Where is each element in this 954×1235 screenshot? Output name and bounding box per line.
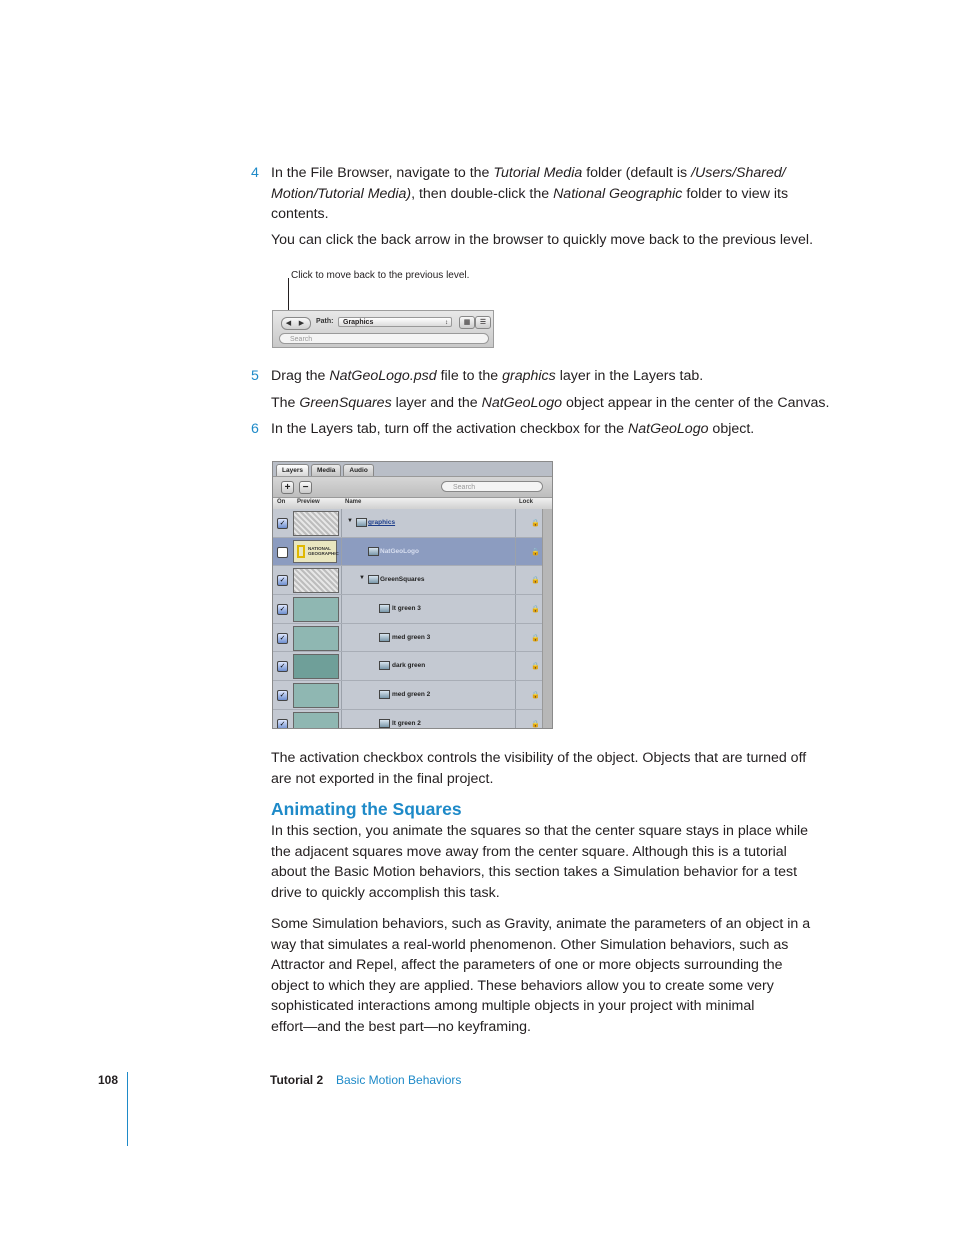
paragraph: [271, 748, 806, 789]
text-run: Motion/Tutorial Media): [271, 185, 412, 202]
text-line: In this section, you animate the squares so that the center square stays in place while: [271, 823, 809, 839]
col-name: Name: [345, 499, 362, 505]
tab-audio[interactable]: Audio: [343, 464, 373, 476]
lock-icon[interactable]: 🔒: [531, 634, 540, 642]
lock-icon[interactable]: 🔒: [531, 663, 540, 671]
text-run: In the File Browser, navigate to the: [271, 165, 494, 181]
image-icon: [379, 719, 390, 728]
column-divider: [341, 595, 342, 623]
activation-checkbox[interactable]: ✓: [277, 661, 288, 672]
text-line: effort—and the best part—no keyframing.: [271, 1018, 531, 1035]
col-preview: Preview: [297, 499, 320, 505]
search-input[interactable]: Search: [279, 333, 489, 344]
group-icon: [368, 575, 379, 584]
footer-chapter: Tutorial 2: [270, 1073, 324, 1087]
layer-row[interactable]: [273, 652, 552, 681]
text-run: National Geographic: [553, 185, 683, 202]
image-icon: [379, 604, 390, 613]
text-run: Tutorial Media: [493, 165, 583, 181]
page-number: 108: [98, 1073, 119, 1087]
step-number: 4: [251, 165, 259, 181]
lock-icon[interactable]: 🔒: [531, 548, 540, 556]
column-divider: [515, 509, 516, 537]
text-run: NatGeoLogo.psd: [329, 368, 437, 384]
figure-caption: Click to move back to the previous level.: [291, 270, 470, 281]
lock-icon[interactable]: 🔒: [531, 520, 540, 527]
image-icon: [379, 661, 390, 670]
activation-checkbox[interactable]: ✓: [277, 719, 288, 729]
text-run: layer and the: [391, 395, 482, 411]
nav-buttons: [281, 317, 311, 330]
activation-checkbox[interactable]: ✓: [277, 690, 288, 701]
text-run: /Users/Shared/: [691, 165, 786, 181]
text-run: NatGeoLogo: [481, 395, 563, 411]
activation-checkbox[interactable]: ✓: [277, 518, 288, 529]
text-run: The: [271, 395, 300, 411]
column-divider: [341, 509, 342, 537]
path-value: Graphics: [343, 319, 374, 326]
col-on: On: [277, 499, 286, 505]
layer-name: GreenSquares: [380, 576, 425, 584]
text-line: sophisticated interactions among multiple objects in your project with minimal: [271, 998, 755, 1015]
layer-name: lt green 2: [392, 719, 421, 727]
text-run: NatGeoLogo: [628, 421, 709, 437]
layer-preview: [293, 712, 339, 729]
footer-title: Basic Motion Behaviors: [336, 1073, 462, 1087]
layer-row[interactable]: [273, 509, 552, 538]
column-divider: [515, 566, 516, 594]
text-run: layer in the Layers tab.: [555, 368, 704, 384]
layer-preview: [293, 626, 339, 651]
activation-checkbox[interactable]: ✓: [277, 575, 288, 586]
layer-preview: [293, 683, 339, 708]
text-line: The activation checkbox controls the visibility of the object. Objects that are turned off: [271, 750, 807, 766]
text-line: are not exported in the final project.: [271, 770, 494, 787]
col-lock: Lock: [519, 499, 534, 505]
paragraph: [271, 914, 810, 1038]
layer-row[interactable]: [273, 566, 552, 595]
layer-row[interactable]: [273, 624, 552, 653]
layer-name: med green 2: [392, 691, 431, 699]
step-note: You can click the back arrow in the browser to quickly move back to the previous level.: [271, 232, 814, 248]
image-icon: [368, 547, 379, 556]
text-line: Some Simulation behaviors, such as Gravity, animate the parameters of an object in a: [271, 916, 811, 932]
tab-media[interactable]: Media: [311, 464, 341, 476]
layer-name: dark green: [392, 662, 426, 670]
step-note: [271, 393, 829, 414]
back-arrow-icon[interactable]: ◀: [285, 320, 292, 327]
layers-search-input[interactable]: Search: [441, 481, 543, 492]
path-select[interactable]: [338, 317, 452, 327]
image-icon: [379, 690, 390, 699]
disclosure-triangle-icon[interactable]: ▼: [359, 575, 365, 582]
file-browser-strip: [272, 310, 494, 348]
layer-row[interactable]: [273, 595, 552, 624]
text-run: file to the: [436, 368, 503, 384]
activation-checkbox[interactable]: ✓: [277, 604, 288, 615]
layer-preview: [293, 511, 339, 536]
layer-preview: NATIONAL GEOGRAPHIC: [293, 540, 337, 563]
layers-panel: [272, 461, 553, 729]
text-line: way that simulates a real-world phenomenon. Other Simulation behaviors, such as: [271, 936, 789, 953]
tab-layers[interactable]: Layers: [276, 464, 309, 476]
lock-icon[interactable]: 🔒: [531, 720, 540, 728]
footer-rule: [127, 1072, 128, 1146]
layer-preview: [293, 654, 339, 679]
image-icon: [379, 633, 390, 642]
activation-checkbox[interactable]: ✓: [277, 633, 288, 644]
group-icon: [356, 518, 367, 527]
icon-view-button[interactable]: ▦: [459, 316, 475, 329]
section-heading: Animating the Squares: [271, 799, 462, 819]
add-layer-button[interactable]: +: [281, 481, 294, 494]
text-line: the adjacent squares move away from the center square. Although this is a tutorial: [271, 843, 787, 860]
text-run: folder to view its: [682, 185, 789, 202]
step-number: 6: [251, 421, 259, 437]
remove-layer-button[interactable]: −: [299, 481, 312, 494]
text-run: Drag the: [271, 368, 330, 384]
activation-checkbox[interactable]: [277, 547, 288, 558]
lock-icon[interactable]: 🔒: [531, 577, 540, 585]
column-divider: [515, 652, 516, 680]
layers-toolbar: [273, 476, 552, 498]
text-run: object appear in the center of the Canvas.: [562, 395, 830, 411]
step-text: [271, 163, 788, 225]
lock-icon[interactable]: 🔒: [531, 692, 540, 700]
layer-preview: [293, 568, 339, 593]
disclosure-triangle-icon[interactable]: ▼: [347, 518, 353, 524]
text-line: object to which they are applied. These behaviors allow you to create some very: [271, 977, 774, 994]
layer-rows: [273, 509, 552, 729]
layer-row[interactable]: [273, 538, 552, 567]
lock-icon[interactable]: 🔒: [531, 606, 540, 614]
column-divider: [341, 566, 342, 594]
text-line: Attractor and Repel, affect the parameters of one or more objects surrounding the: [271, 957, 783, 974]
column-divider: [515, 624, 516, 652]
step-text: [271, 366, 703, 387]
layer-name: lt green 3: [392, 605, 421, 613]
column-divider: [515, 595, 516, 623]
layer-preview: [293, 597, 339, 622]
text-run: In the Layers tab, turn off the activation checkbox for the: [271, 421, 629, 437]
column-divider: [515, 681, 516, 709]
text-line: drive to quickly accomplish this task.: [271, 884, 500, 901]
column-divider: [341, 624, 342, 652]
text-run: GreenSquares: [299, 395, 392, 411]
tab-bar: [276, 464, 376, 476]
text-run: folder (default is: [582, 165, 692, 181]
layer-name: graphics: [368, 519, 396, 526]
forward-arrow-icon[interactable]: ▶: [298, 320, 305, 327]
column-divider: [341, 652, 342, 680]
step-text: [271, 419, 754, 440]
text-run: object.: [708, 421, 755, 437]
column-divider: [341, 538, 342, 566]
column-divider: [515, 710, 516, 729]
layer-name: med green 3: [392, 633, 431, 641]
column-divider: [341, 681, 342, 709]
path-label: Path:: [316, 318, 334, 325]
text-line: about the Basic Motion behaviors, this section takes a Simulation behavior for a test: [271, 864, 798, 881]
text-run: , then double-click the: [411, 185, 554, 202]
text-run: graphics: [502, 368, 556, 384]
text-run: contents.: [271, 206, 329, 223]
paragraph: [271, 821, 808, 903]
scrollbar[interactable]: [542, 509, 552, 729]
column-divider: [341, 710, 342, 729]
column-divider: [515, 538, 516, 566]
step-number: 5: [251, 368, 259, 384]
updown-arrows-icon: ↕: [445, 320, 448, 326]
layer-row[interactable]: [273, 681, 552, 710]
list-view-button[interactable]: ☰: [475, 316, 491, 329]
layer-row[interactable]: [273, 710, 552, 729]
layer-name: NatGeoLogo: [380, 547, 419, 555]
